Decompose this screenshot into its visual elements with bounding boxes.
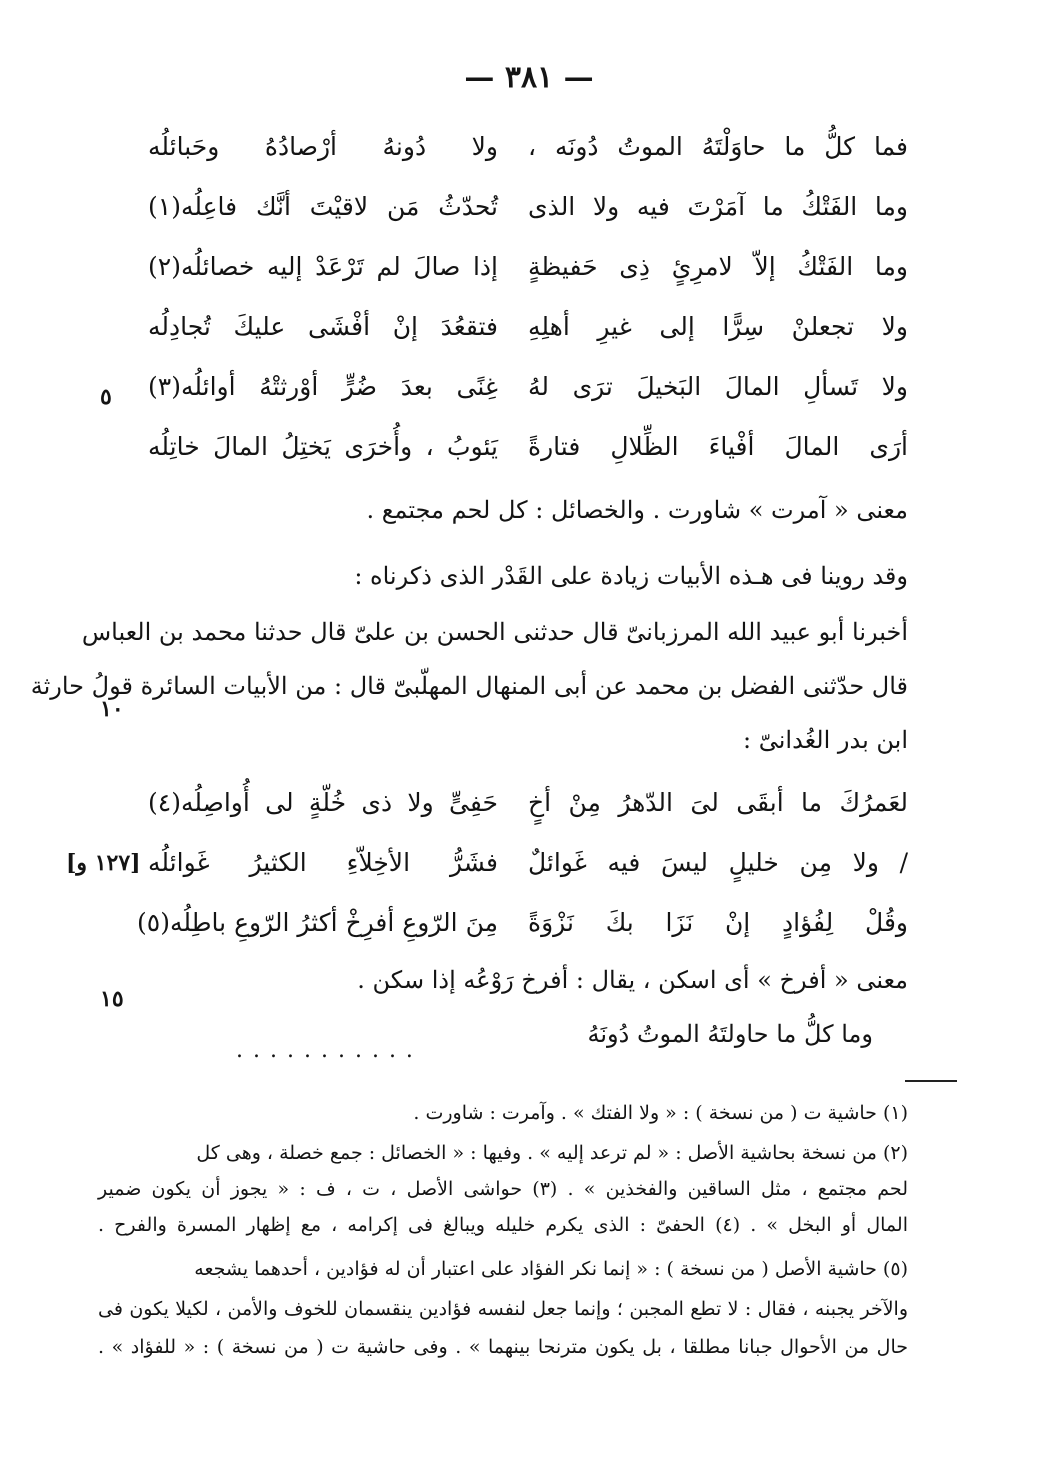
verse-line xyxy=(148,784,908,832)
verse-second-hemistich: إذا صالَ لم تَرْعَدْ إليه خصائلُه(٢) xyxy=(148,252,498,281)
verse-line xyxy=(148,308,908,356)
verse-line xyxy=(148,428,908,476)
repeated-verse: وما كلُّ ما حاولتَهُ الموتُ دُونَهُ xyxy=(587,1020,873,1048)
gloss-paragraph: معنى « آمرت » شاورت . والخصائل : كل لحم مجتمع . xyxy=(366,496,908,524)
line-number-5: ٥ xyxy=(100,384,112,410)
verse-first-hemistich: أرَى المالَ أفْياءَ الظِّلالِ فتارةً xyxy=(528,432,908,461)
isnad-line: ابن بدر الغُدانىّ : xyxy=(743,726,908,754)
verse-second-hemistich: ولا دُونهُ أرْصادُهُ وحَبائلُه xyxy=(148,132,498,161)
footnote: (٢) من نسخة بحاشية الأصل : « لم ترعد إليه » . وفيها : « الخصائل : جمع خصلة ، وهى كل xyxy=(196,1142,908,1164)
footnote: المال أو البخل » . (٤) الحفىّ : الذى يكرم خليله ويبالغ فى إكرامه ، مع إظهار المسرة والفرح . xyxy=(98,1214,908,1236)
verse-first-hemistich: وما الفَتْكُ ما آمَرْتَ فيه ولا الذى xyxy=(528,192,908,221)
line-number-15: ١٥ xyxy=(100,986,124,1012)
verse-line xyxy=(148,248,908,296)
footnote: والآخر يجبنه ، فقال : لا تطع المجبن ؛ وإنما جعل لنفسه فؤادين ينقسمان للخوف والأمن ، لكيلا يكون فى xyxy=(98,1298,908,1320)
page-number: — ٣٨١ — xyxy=(464,60,594,95)
verse-second-hemistich: تُحدّثُ مَن لاقيْتَ أنَّك فاعِلُه(١) xyxy=(148,192,498,221)
verse-first-hemistich: / ولا مِن خليلٍ ليسَ فيه غَوائلٌ xyxy=(528,848,908,877)
manuscript-folio-marker: [١٢٧ ﻭ] xyxy=(66,850,141,876)
footnote-separator xyxy=(905,1080,957,1082)
isnad-line: قال حدّثنى الفضل بن محمد عن أبى المنهال المهلّبىّ قال : من الأبيات السائرة قولُ حارثة xyxy=(30,672,908,700)
line-number-10: ١٠ xyxy=(100,696,124,722)
ellipsis-dots: ........... xyxy=(236,1038,423,1063)
verse-first-hemistich: وما الفَتْكُ إلاّ لامرِئٍ ذِى حَفيظةٍ xyxy=(528,252,908,281)
verse-second-hemistich: حَفِىٍّ ولا ذى خُلّةٍ لى أُواصِلُه(٤) xyxy=(148,788,498,817)
verse-second-hemistich: فشَرُّ الأخِلاّءِ الكثيرُ غَوائلُه xyxy=(148,848,498,877)
verse-second-hemistich: غِنًى بعدَ ضُرٍّ أوْرثتْهُ أوائلُه(٣) xyxy=(148,372,498,401)
verse-first-hemistich: ولا تجعلنْ سِرًّا إلى غيرِ أهلِهِ xyxy=(528,312,908,341)
verse-first-hemistich: وقُلْ لِفُؤادٍ إنْ نَزَا بكَ نَزْوَةً xyxy=(528,908,908,937)
verse-first-hemistich: لعَمرُكَ ما أبقَى لىَ الدّهرُ مِنْ أخٍ xyxy=(528,788,908,817)
isnad-line: أخبرنا أبو عبيد الله المرزبانىّ قال حدثنى الحسن بن علىّ قال حدثنا محمد بن العباس xyxy=(81,618,908,646)
verse-line xyxy=(148,844,908,892)
verse-line xyxy=(148,128,908,176)
verse-first-hemistich: ولا تَسألِ المالَ البَخيلَ ترَى لهُ xyxy=(528,372,908,401)
verse-line xyxy=(148,368,908,416)
intro-paragraph: وقد روينا فى هـذه الأبيات زيادة على القَدْر الذى ذكرناه : xyxy=(354,562,908,590)
verse-first-hemistich: فما كلُّ ما حاوَلْتَهُ الموتُ دُونَه ، xyxy=(528,132,908,161)
footnote: (٥) حاشية الأصل ( من نسخة ) : « إنما نكر الفؤاد على اعتبار أن له فؤادين ، أحدهما يشجعه xyxy=(194,1258,908,1280)
footnote: (١) حاشية ت ( من نسخة ) : « ولا الفتك » . وآمرت : شاورت . xyxy=(413,1102,908,1124)
verse-second-hemistich: فتقعُدَ إنْ أفْشَى عليكَ تُجادِلُه xyxy=(148,312,498,341)
verse-line xyxy=(137,904,908,952)
gloss-paragraph: معنى « أفرخ » أى اسكن ، يقال : أفرخ رَوْعُه إذا سكن . xyxy=(357,966,908,994)
footnote: لحم مجتمع ، مثل الساقين والفخذين » . (٣) حواشى الأصل ، ت ، ف : « يجوز أن يكون ضمير xyxy=(98,1178,908,1200)
verse-line xyxy=(148,188,908,236)
verse-second-hemistich: مِنَ الرّوعِ أفرِخْ أكثرُ الرّوعِ باطِلُه(٥) xyxy=(137,908,498,937)
verse-second-hemistich: يَئوبُ ، وأُخرَى يَختِلُ المالَ خاتِلُه xyxy=(148,432,498,461)
footnote: حال من الأحوال جبانا مطلقا ، بل يكون مترنحا بينهما » . وفى حاشية ت ( من نسخة ) : « للفؤاد » . xyxy=(98,1336,908,1358)
